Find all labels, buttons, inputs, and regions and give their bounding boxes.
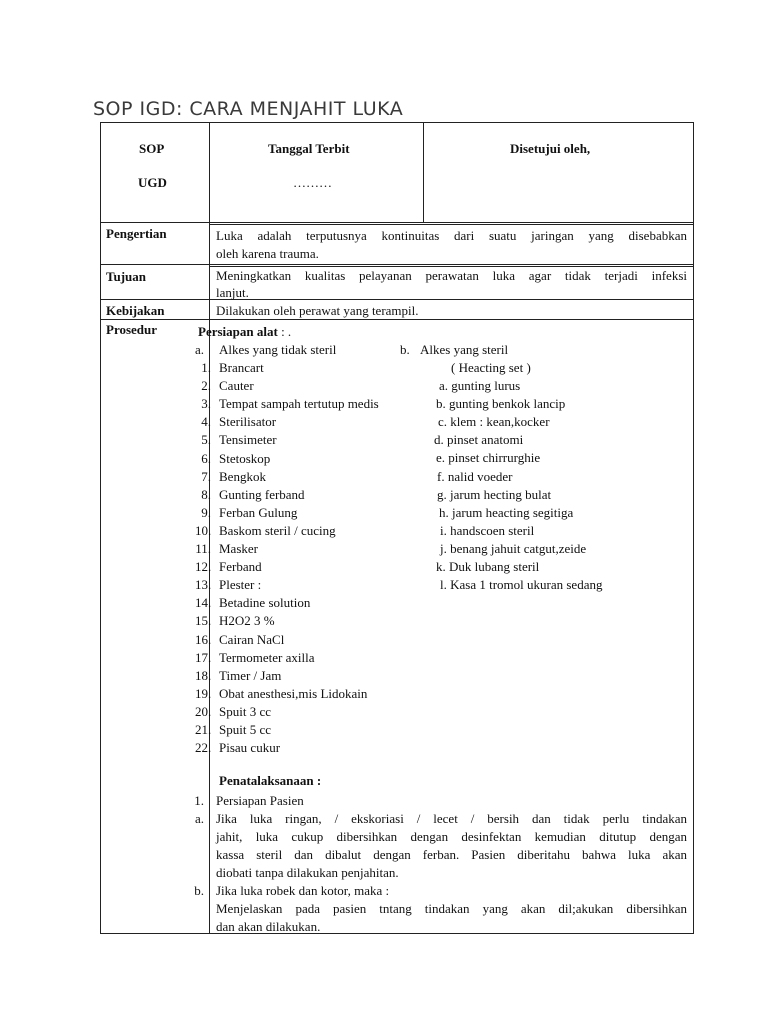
list-item-number: 20.	[195, 704, 212, 719]
list-item-number: 14.	[195, 595, 212, 610]
list-item: Baskom steril / cucing	[219, 523, 336, 538]
list-item-number: 2.	[201, 378, 211, 393]
list-item-number: 21.	[195, 722, 212, 737]
group-a-label: Alkes yang tidak steril	[219, 342, 337, 357]
step-a-line-2: jahit, luka cukup dibersihkan dengan desinfektan kemudian ditutup dengan	[216, 829, 687, 844]
list-item: Tempat sampah tertutup medis	[219, 396, 379, 411]
steril-list-item: l. Kasa 1 tromol ukuran sedang	[440, 577, 603, 592]
steril-list-item: f. nalid voeder	[437, 469, 513, 484]
group-b-marker: b.	[400, 342, 410, 357]
step-a-marker: a.	[194, 811, 204, 826]
list-item-number: 12.	[195, 559, 212, 574]
pengertian-line-2: oleh karena trauma.	[216, 246, 319, 261]
list-item-number: 3.	[201, 396, 211, 411]
list-item-number: 17.	[195, 650, 212, 665]
list-item-number: 11.	[195, 541, 211, 556]
steril-list-item: g. jarum hecting bulat	[437, 487, 552, 502]
group-b-label: Alkes yang steril	[420, 342, 509, 357]
step-b-line-2: Menjelaskan pada pasien tntang tindakan yang akan dil;akukan dibersihkan	[216, 901, 687, 916]
steril-list-item: i. handscoen steril	[440, 523, 535, 538]
list-item: Ferband	[219, 559, 262, 574]
label-prosedur: Prosedur	[106, 322, 158, 337]
row-divider-header	[100, 222, 694, 223]
list-item-number: 16.	[195, 632, 212, 647]
list-item: Timer / Jam	[219, 668, 282, 683]
header-disetujui: Disetujui oleh,	[510, 141, 591, 156]
step-a-line-1: Jika luka ringan, / ekskoriasi / lecet / bersih dan tidak perlu tindakan	[216, 811, 687, 826]
header-tanggal-value: ………	[293, 175, 332, 190]
row-divider-tujuan	[100, 264, 694, 265]
list-item: Tensimeter	[219, 432, 277, 447]
list-item: Obat anesthesi,mis Lidokain	[219, 686, 368, 701]
label-kebijakan: Kebijakan	[106, 303, 165, 318]
group-a-marker: a.	[194, 342, 204, 357]
header-tanggal-label: Tanggal Terbit	[268, 141, 350, 156]
list-item-number: 8.	[201, 487, 211, 502]
steril-list-item: j. benang jahuit catgut,zeide	[440, 541, 587, 556]
steril-list-item: b. gunting benkok lancip	[436, 396, 566, 411]
list-item-number: 6.	[201, 451, 211, 466]
steril-list-item: c. klem : kean,kocker	[438, 414, 550, 429]
steril-list-item: h. jarum heacting segitiga	[439, 505, 574, 520]
list-item: Gunting ferband	[219, 487, 305, 502]
list-item-number: 5.	[201, 432, 211, 447]
steril-list-item: a. gunting lurus	[439, 378, 521, 393]
list-item-number: 19.	[195, 686, 212, 701]
list-item: Plester :	[219, 577, 262, 592]
row-divider-kebijakan	[100, 299, 694, 300]
list-item-number: 13.	[195, 577, 212, 592]
list-item: Cauter	[219, 378, 254, 393]
persiapan-heading-suffix: : .	[277, 324, 292, 339]
list-item: Spuit 3 cc	[219, 704, 271, 719]
list-item-number: 9.	[201, 505, 211, 520]
list-item: H2O2 3 %	[219, 613, 275, 628]
tujuan-line-1: Meningkatkan kualitas pelayanan perawatan luka agar tidak terjadi infeksi	[216, 268, 687, 283]
list-item-number: 15.	[195, 613, 212, 628]
col-divider-2	[423, 122, 424, 222]
header-sop: SOP	[139, 141, 165, 156]
list-item: Ferban Gulung	[219, 505, 298, 520]
step1-number: 1.	[194, 793, 204, 808]
list-item: Masker	[219, 541, 258, 556]
step-b-line-3: dan akan dilakukan.	[216, 919, 321, 934]
list-item: Pisau cukur	[219, 740, 281, 755]
persiapan-heading-text: Persiapan alat	[198, 324, 278, 339]
steril-list-item: d. pinset anatomi	[434, 432, 524, 447]
steril-list-item: e. pinset chirrurghie	[436, 450, 541, 465]
step1-text: Persiapan Pasien	[216, 793, 304, 808]
list-item: Brancart	[219, 360, 264, 375]
persiapan-heading	[198, 323, 291, 341]
list-item: Bengkok	[219, 469, 266, 484]
kebijakan-text: Dilakukan oleh perawat yang terampil.	[216, 303, 419, 318]
list-item: Cairan NaCl	[219, 632, 285, 647]
list-item-number: 10.	[195, 523, 212, 538]
group-b-sub: ( Heacting set )	[451, 360, 531, 375]
list-item-number: 22.	[195, 740, 212, 755]
step-b-line-1: Jika luka robek dan kotor, maka :	[216, 883, 390, 898]
row-divider-pengertian	[209, 224, 694, 225]
penatalaksanaan-heading: Penatalaksanaan :	[219, 773, 322, 788]
steril-list-item: k. Duk lubang steril	[436, 559, 540, 574]
list-item: Spuit 5 cc	[219, 722, 271, 737]
header-ugd: UGD	[138, 175, 167, 190]
list-item-number: 18.	[195, 668, 212, 683]
list-item-number: 1.	[201, 360, 211, 375]
step-a-line-4: diobati tanpa dilakukan penjahitan.	[216, 865, 399, 880]
list-item-number: 7.	[201, 469, 211, 484]
list-item: Stetoskop	[219, 451, 271, 466]
pengertian-line-1: Luka adalah terputusnya kontinuitas dari suatu jaringan yang disebabkan	[216, 228, 687, 243]
list-item-number: 4.	[201, 414, 211, 429]
label-pengertian: Pengertian	[106, 226, 167, 241]
list-item: Termometer axilla	[219, 650, 315, 665]
step-b-marker: b.	[194, 883, 204, 898]
label-tujuan: Tujuan	[106, 269, 146, 284]
list-item: Betadine solution	[219, 595, 311, 610]
tujuan-line-2: lanjut.	[216, 285, 249, 300]
step-a-line-3: kassa steril dan dibalut dengan ferban. Pasien diberitahu bahwa luka akan	[216, 847, 687, 862]
list-item: Sterilisator	[219, 414, 277, 429]
document-title: SOP IGD: CARA MENJAHIT LUKA	[93, 98, 404, 120]
